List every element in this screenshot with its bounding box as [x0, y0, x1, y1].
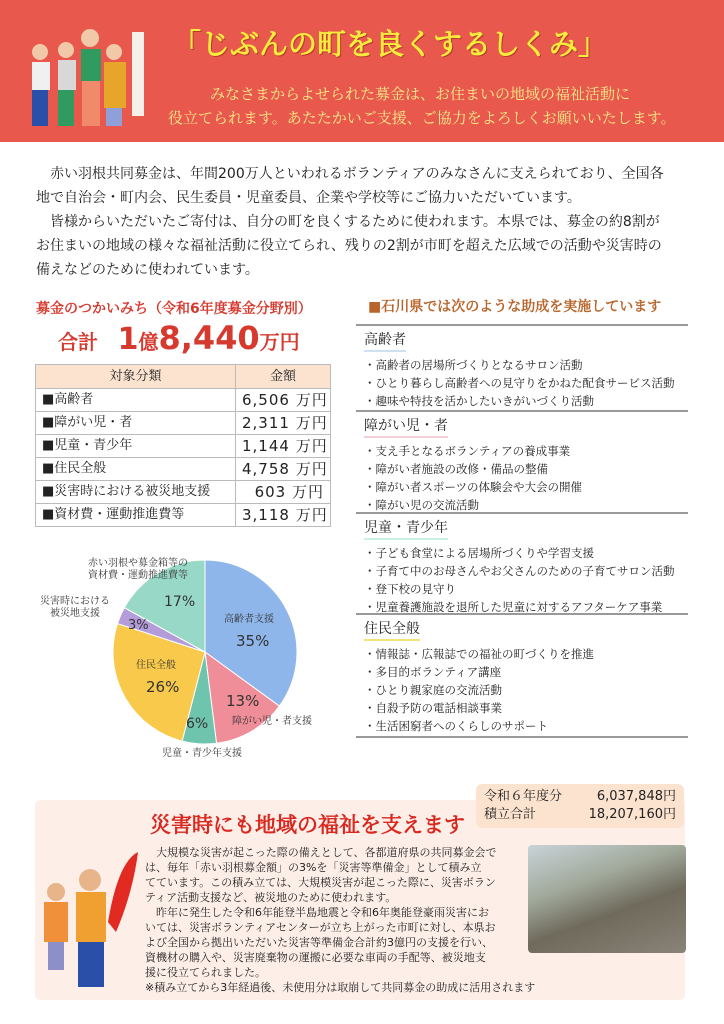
label-residents: 住民全般 [136, 660, 176, 671]
subtitle-line-2: 役立てられます。あたたかいご支援、ご協力をよろしくお願いいたします。 [168, 109, 676, 127]
hikers-illustration [38, 852, 138, 992]
label-line: 資材費・運動推進費等 [88, 570, 188, 581]
list-item: ・多目的ボランティア講座 [364, 665, 502, 679]
category: ■児童・青少年 [36, 435, 236, 458]
total-oku: 1 [117, 322, 139, 357]
intro-line: 赤い羽根共同募金は、年間200万人といわれるボランティアのみなさんに支えられており、全国各 [36, 166, 664, 182]
list-item: ・障がい者施設の改修・備品の整備 [364, 462, 548, 476]
table-row [36, 412, 331, 435]
list-item: ・自殺予防の電話相談事業 [364, 701, 502, 715]
table-row [36, 458, 331, 481]
pct-elderly: 35% [236, 632, 270, 650]
pct-residents: 26% [146, 678, 180, 696]
usage-title: 募金のつかいみち（令和6年度募金分野別） [36, 301, 312, 317]
amount: 4,758 万円 [236, 458, 331, 481]
table-row [36, 481, 331, 504]
fund-value: 18,207,160円 [588, 807, 676, 822]
amount: 1,144 万円 [236, 435, 331, 458]
pct-disabled: 13% [226, 692, 260, 710]
category: ■障がい児・者 [36, 412, 236, 435]
list-item: ・児童養護施設を退所した児童に対するアフターケア事業 [364, 600, 663, 614]
disaster-fund-box [476, 784, 684, 828]
intro-line: 地で自治会・町内会、民生委員・児童委員、企業や学校等にご協力いただいています。 [36, 190, 581, 206]
label-disaster [40, 596, 110, 620]
fund-value: 6,037,848円 [596, 789, 676, 804]
total-label: 合計 [58, 330, 98, 354]
section-heading: 児童・青少年 [364, 519, 448, 540]
category: ■資材費・運動推進費等 [36, 504, 236, 527]
header-amount: 金額 [236, 365, 331, 389]
disaster-text [145, 845, 536, 995]
text-line: ※積み立てから3年経過後、未使用分は取崩して共同募金の助成に活用されます [145, 981, 536, 994]
pct-materials: 17% [164, 594, 196, 610]
label-youth: 児童・青少年支援 [162, 748, 242, 759]
category: ■高齢者 [36, 389, 236, 412]
intro-line: お住まいの地域の様々な福祉活動に役立てられ、残りの2割が市町を超えた広域での活動や災害時の [36, 238, 662, 254]
disaster-title: 災害時にも地域の福祉を支えます [150, 813, 465, 837]
grant-section-elderly [356, 324, 688, 410]
list-item: ・登下校の見守り [364, 582, 456, 596]
grants-title: ■石川県では次のような助成を実施しています [368, 299, 662, 315]
list-item: ・子ども食堂による居場所づくりや学習支援 [364, 546, 594, 560]
page-title: 「じぶんの町を良くするしくみ」 [172, 27, 608, 61]
text-line: 援に役立てられました。 [145, 966, 266, 979]
grant-section-youth [356, 512, 688, 616]
list-item: ・子育て中のお母さんやお父さんのための子育てサロン活動 [364, 564, 675, 578]
total-oku-unit: 億 [138, 330, 159, 354]
label-line: 赤い羽根や募金箱等の [88, 558, 188, 569]
label-disabled: 障がい児・者支援 [232, 716, 312, 727]
list-item: ・ひとり暮らし高齢者への見守りをかねた配食サービス活動 [364, 376, 675, 390]
list-item: ・障がい者スポーツの体験会や大会の開催 [364, 480, 583, 494]
subtitle-line-1: みなさまからよせられた募金は、お住まいの地域の福祉活動に [210, 85, 631, 103]
intro-line: 皆様からいただいたご寄付は、自分の町を良くするために使われます。本県では、募金の約8割が [36, 214, 660, 230]
text-line: 昨年に発生した令和6年能登半島地震と令和6年奥能登豪雨災害にお [145, 906, 489, 919]
pct-disaster: 3% [128, 618, 149, 633]
grant-section-disabled [356, 410, 688, 514]
text-line: よび全国から拠出いただいた災害等準備金合計約3億円の支援を行い、 [145, 936, 493, 949]
list-item: ・ひとり親家庭の交流活動 [364, 683, 502, 697]
label-line: 被災地支援 [50, 608, 100, 619]
usage-table [35, 364, 331, 527]
total-unit: 万円 [259, 330, 300, 354]
pct-youth: 6% [186, 716, 209, 732]
amount: 2,311 万円 [236, 412, 331, 435]
header-category: 対象分類 [36, 365, 236, 389]
divider [356, 736, 688, 738]
table-row [36, 435, 331, 458]
category: ■住民全般 [36, 458, 236, 481]
total-amount [58, 320, 300, 362]
usage-pie-chart [40, 552, 340, 762]
section-heading: 高齢者 [364, 331, 406, 352]
volunteer-photo [528, 845, 686, 953]
grant-section-residents [356, 613, 688, 735]
text-line: ティア活動支援など、被災地のために使われます。 [145, 891, 397, 904]
header-banner [0, 0, 724, 142]
table-row [36, 389, 331, 412]
section-heading: 住民全般 [364, 620, 420, 641]
intro-line: 備えなどのために使われています。 [36, 262, 259, 278]
list-item: ・情報誌・広報誌での福祉の町づくりを推進 [364, 647, 594, 661]
amount: 603 万円 [236, 481, 331, 504]
amount: 6,506 万円 [236, 389, 331, 412]
label-line: 災害時における [40, 596, 110, 607]
text-line: 大規模な災害が起こった際の備えとして、各都道府県の共同募金会で [145, 846, 497, 859]
category: ■災害時における被災地支援 [36, 481, 236, 504]
list-item: ・障がい児の交流活動 [364, 498, 479, 512]
list-item: ・高齢者の居場所づくりとなるサロン活動 [364, 358, 583, 372]
volunteers-illustration [18, 14, 148, 129]
list-item: ・生活困窮者へのくらしのサポート [364, 719, 548, 733]
text-line: いては、災害ボランティアセンターが立ち上がった市町に対し、本県お [145, 921, 496, 934]
intro-text [36, 162, 712, 282]
list-item: ・支え手となるボランティアの養成事業 [364, 444, 571, 458]
fund-label: 積立合計 [484, 807, 537, 822]
table-row [36, 504, 331, 527]
label-elderly: 高齢者支援 [224, 614, 274, 625]
label-materials [88, 558, 188, 582]
list-item: ・趣味や特技を活かしたいきがいづくり活動 [364, 394, 594, 408]
amount: 3,118 万円 [236, 504, 331, 527]
text-line: てています。この積み立ては、大規模災害が起こった際に、災害ボラン [145, 876, 496, 889]
total-man: 8,440 [158, 319, 260, 357]
text-line: は、毎年「赤い羽根募金額」の3%を「災害等準備金」として積み立 [145, 861, 482, 874]
text-line: 資機材の購入や、災害廃棄物の運搬に必要な車両の手配等、被災地支 [145, 951, 486, 964]
section-heading: 障がい児・者 [364, 417, 448, 438]
fund-label: 令和６年度分 [484, 789, 563, 804]
